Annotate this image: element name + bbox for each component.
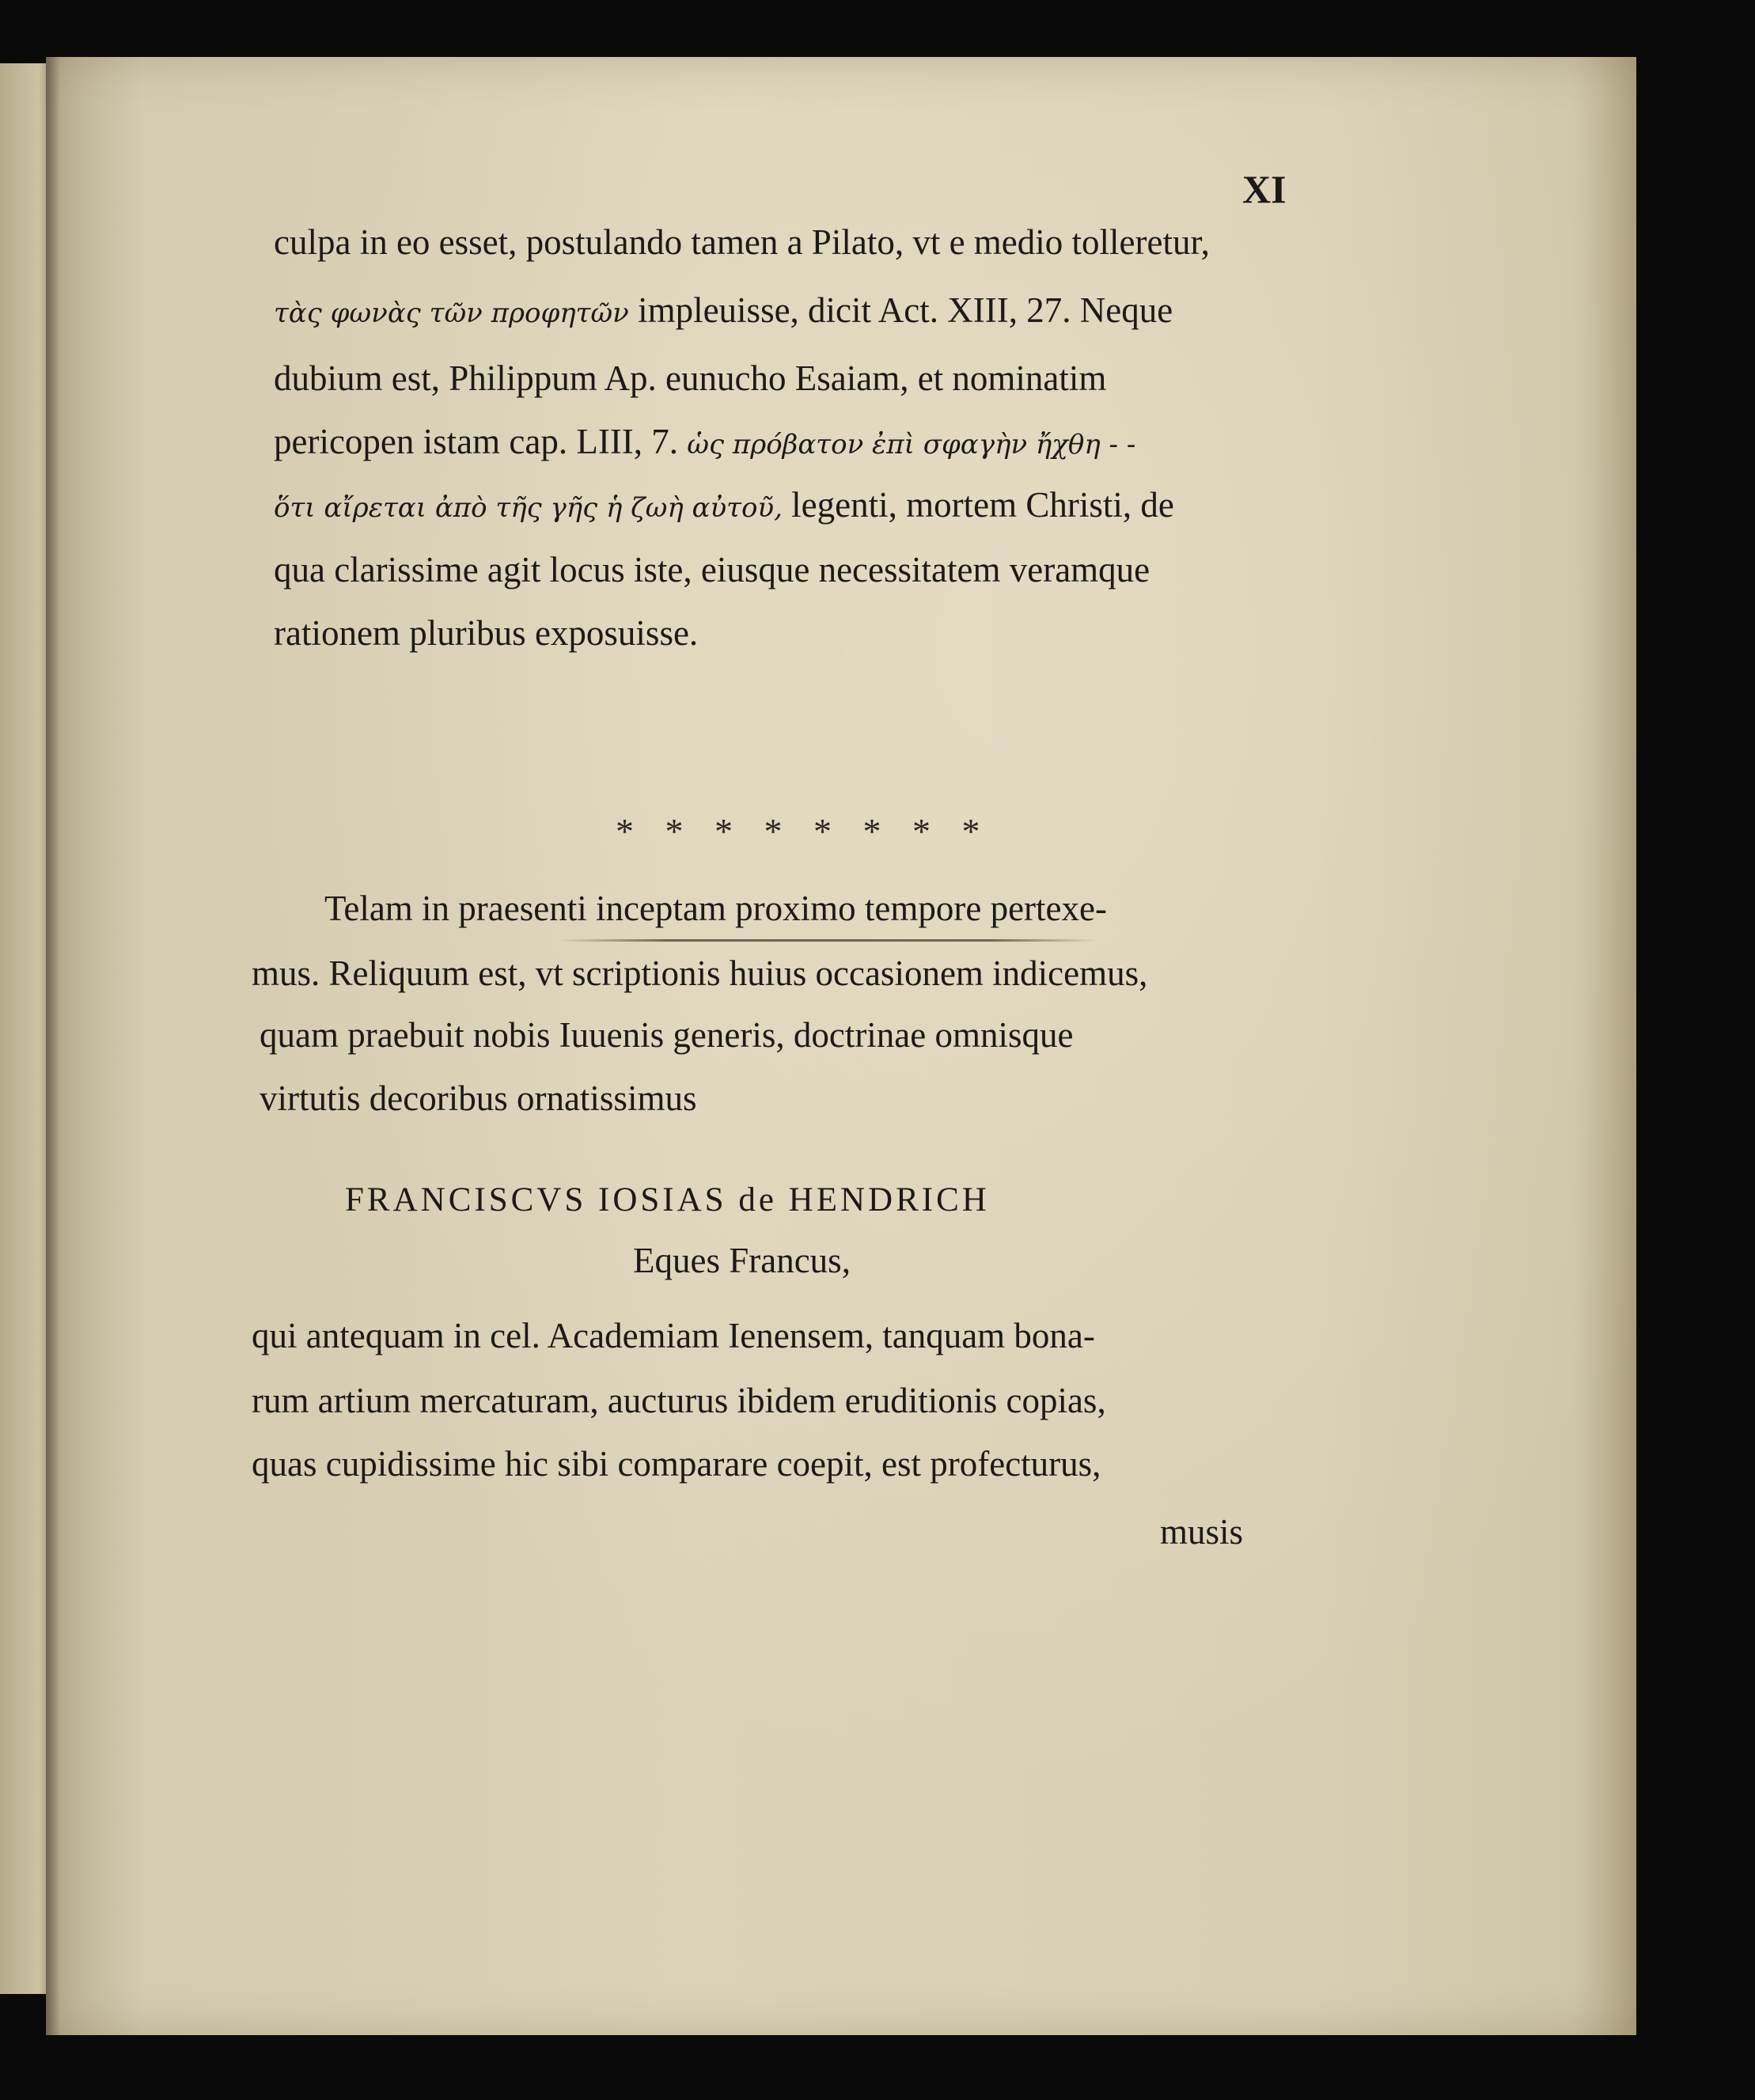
text-line-13: rum artium mercaturam, aucturus ibidem eruditionis copias, bbox=[252, 1381, 1106, 1420]
catchword: musis bbox=[1160, 1512, 1244, 1552]
asterisk-ornament: * * * * * * * * bbox=[616, 811, 991, 851]
latin-phrase: legenti, mortem Christi, de bbox=[791, 485, 1174, 525]
person-name: FRANCISCVS IOSIAS de HENDRICH bbox=[345, 1181, 990, 1219]
text-line-2 bbox=[274, 290, 1173, 331]
text-line-3: dubium est, Philippum Ap. eunucho Esaiam, et nominatim bbox=[274, 358, 1107, 398]
text-line-10: quam praebuit nobis Iuuenis generis, doctrinae omnisque bbox=[260, 1015, 1074, 1055]
text-line-1: culpa in eo esset, postulando tamen a Pilato, vt e medio tolleretur, bbox=[274, 222, 1210, 262]
greek-phrase: ὅτι αἴρεται ἀπὸ τῆς γῆς ἡ ζωὴ αὐτοῦ, bbox=[274, 492, 783, 524]
text-line-6: qua clarissime agit locus iste, eiusque necessitatem veramque bbox=[274, 550, 1150, 589]
person-title: Eques Francus, bbox=[633, 1241, 851, 1280]
text-line-11: virtutis decoribus ornatissimus bbox=[260, 1078, 697, 1118]
text-line-5 bbox=[274, 484, 1174, 525]
page-number: XI bbox=[1242, 167, 1287, 211]
text-line-9: mus. Reliquum est, vt scriptionis huius occasionem indicemus, bbox=[252, 953, 1148, 993]
text-line-12: qui antequam in cel. Academiam Ienensem, tanquam bona- bbox=[252, 1316, 1095, 1355]
latin-phrase: impleuisse, dicit Act. XIII, 27. Neque bbox=[638, 290, 1173, 330]
greek-phrase: τὰς φωνὰς τῶν προφητῶν bbox=[274, 298, 629, 329]
latin-phrase: pericopen istam cap. LIII, 7. bbox=[274, 422, 679, 461]
divider-rule bbox=[559, 939, 1097, 942]
text-line-14: quas cupidissime hic sibi comparare coepit, est profecturus, bbox=[252, 1444, 1101, 1484]
text-line-7: rationem pluribus exposuisse. bbox=[274, 613, 699, 653]
text-line-4 bbox=[274, 421, 1135, 462]
text-line-8: Telam in praesenti inceptam proximo tempore pertexe- bbox=[324, 889, 1107, 928]
page-gutter-shadow bbox=[46, 57, 60, 2035]
book-page bbox=[46, 57, 1636, 2035]
greek-phrase: ὡς πρόβατον ἐπὶ σφαγὴν ἤχθη - - bbox=[687, 429, 1136, 461]
